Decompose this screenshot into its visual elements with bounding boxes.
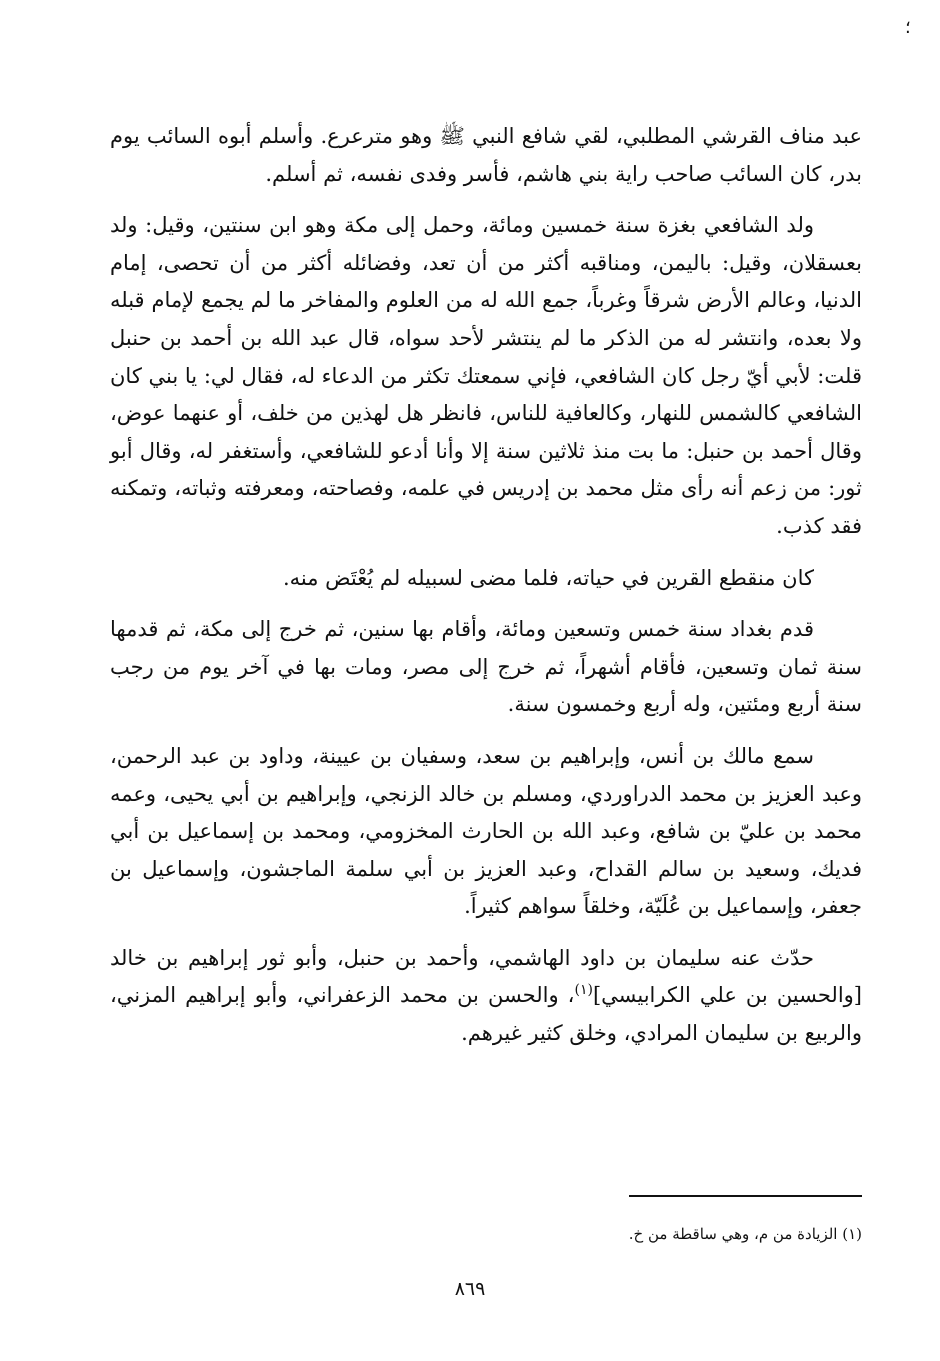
students-text-end: ، والحسن بن محمد الزعفراني، وأبو إبراهيم المزني، والربيع بن سليمان المرادي، وخلق كثير غيرهم. [110,983,862,1046]
paragraph-birth-and-merits: ولد الشافعي بغزة سنة خمسين ومائة، وحمل إلى مكة وهو ابن سنتين، وقيل: ولد بعسقلان، وقيل: باليمن، ومناقبه أكثر من أن تعد، وفضائله أكثر من أن تحصى، إمام الدنيا، وعالم الأرض شرقاً وغرباً، جمع الله له من العلوم والمفاخر ما لم يجمع لإمام قبله ولا بعده، وانتشر له من الذكر ما لم ينتشر لأحد سواه، قال عبد الله بن أحمد بن حنبل قلت: لأبي أيّ رجل كان الشافعي، فإني سمعتك تكثر من الدعاء له، فقال لي: يا بني كان الشافعي كالشمس للنهار، وكالعافية للناس، فانظر هل لهذين من خلف، أو عنهما عوض، وقال أحمد بن حنبل: ما بت منذ ثلاثين سنة إلا وأنا أدعو للشافعي، وأستغفر له، وقال أبو ثور: من زعم أنه رأى مثل محمد بن إدريس في علمه، وفصاحته، ومعرفته وثباته، وتمكنه فقد كذب. [110,213,862,538]
paragraph-teachers: سمع مالك بن أنس، وإبراهيم بن سعد، وسفيان بن عيينة، وداود بن عبد الرحمن، وعبد العزيز بن محمد الدراوردي، ومسلم بن خالد الزنجي، وإبراهيم بن أبي يحيى، وعمه محمد بن عليّ بن شافع، وعبد الله بن الحارث المخزومي، ومحمد بن إسماعيل بن أبي فديك، وسعيد بن سالم القداح، وعبد العزيز بن أبي سلمة الماجشون، وإسماعيل بن جعفر، وإسماعيل بن عُلَيّة، وخلقاً سواهم كثيراً. [110,743,862,919]
corner-mark: ؛ [905,17,911,38]
students-text-start: حدّث عنه سليمان بن داود الهاشمي، وأحمد بن حنبل، وأبو ثور إبراهيم بن خالد [والحسين بن علي الكرابيسي] [110,945,862,1008]
footnote-separator [629,1195,862,1197]
paragraph-lineage: عبد مناف القرشي المطلبي، لقي شافع النبي ﷺ وهو مترعرع. وأسلم أبوه السائب يوم بدر، كان السائب صاحب راية بني هاشم، فأسر وفدى نفسه، ثم أسلم. [110,124,862,186]
paragraph-students [110,940,862,1053]
footnote: (١) الزيادة من م، وهي ساقطة من خ. [628,1225,862,1243]
footnote-reference: (١) [574,982,593,999]
page-number: ٨٦٩ [454,1278,486,1300]
paragraph-baghdad-and-death: قدم بغداد سنة خمس وتسعين ومائة، وأقام بها سنين، ثم خرج إلى مكة، ثم قدمها سنة ثمان وتسعين، فأقام أشهراً، ثم خرج إلى مصر، ومات بها في آخر يوم من رجب سنة أربع ومئتين، وله أربع وخمسون سنة. [110,617,862,717]
paragraph-unrivaled: كان منقطع القرين في حياته، فلما مضى لسبيله لم يُعْتَض منه. [282,565,814,590]
main-text [110,118,862,1053]
